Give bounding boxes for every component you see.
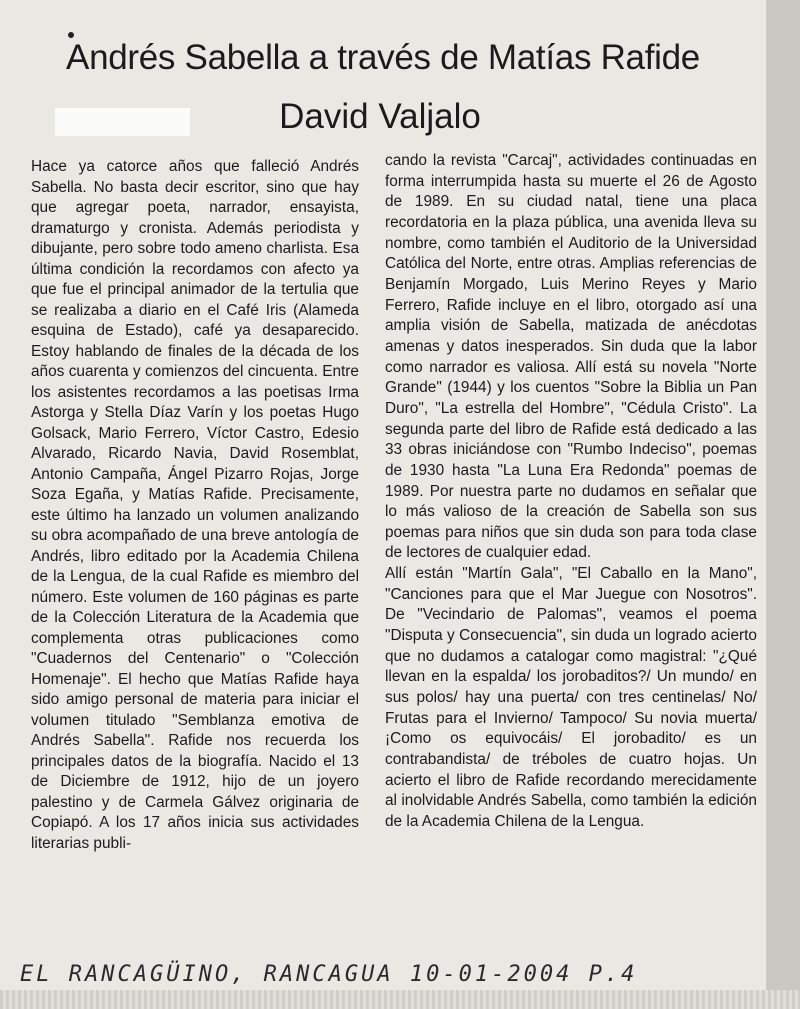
article-title: Andrés Sabella a través de Matías Rafide: [66, 38, 700, 77]
paragraph: cando la revista "Carcaj", actividades continuadas en forma interrumpida hasta su muerte el 26 de Agosto de 1989. En su ciudad natal, tiene una placa recordatoria en la plaza pública, una avenida lleva su nombre, como también el Auditorio de la Universidad Católica del Norte, entre otras. Amplias referencias de Benjamín Morgado, Luis Merino Reyes y Mario Ferrero, Rafide incluye en el libro, otorgado así una amplia visión de Sabella, matizada de anécdotas amenas y datos inesperados. Sin duda que la labor como narrador es valiosa. Allí está su novela "Norte Grande" (1944) y los cuentos "Sobre la Biblia un Pan Duro", "La estrella del Hombre", "Cédula Cristo". La segunda parte del libro de Rafide está dedicado a las 33 obras iniciándose con "Rumbo Indeciso", poemas de 1930 hasta "La Luna Era Redonda" poemas de 1989. Por nuestra parte no dudamos en señalar que lo más valioso de la creación de Sabella son sus poemas para niños que sin duda son para toda clase de lectores de cualquier edad.: [385, 152, 757, 562]
handwritten-source-note: EL RANCAGÜINO, RANCAGUA 10-01-2004 P.4: [20, 962, 638, 987]
paper-patch: [55, 108, 190, 136]
paragraph: Hace ya catorce años que falleció Andrés Sabella. No basta decir escritor, sino que hay que agregar poeta, narrador, ensayista, dramaturgo y cronista. Además periodista y dibujante, pero sobre todo ameno charlista. Esa última condición la recordamos con afecto ya que fue el principal animador de la tertulia que se realizaba a diario en el Café Iris (Alameda esquina de Estado), café ya desaparecido. Estoy hablando de finales de la década de los años cuarenta y comienzos del cincuenta. Entre los asistentes recordamos a las poetisas Irma Astorga y Stella Díaz Varín y los poetas Hugo Golsack, Mario Ferrero, Víctor Castro, Edesio Alvarado, Ricardo Navia, David Rosemblat, Antonio Campaña, Ángel Pizarro Rojas, Jorge Soza Egaña, y Matías Rafide. Precisamente, este último ha lanzado un volumen analizando su obra acompañado de una breve antología de Andrés, libro editado por la Academia Chilena de la Lengua, de la cual Rafide es miembro del número. Este volumen de 160 páginas es parte de la Colección Literatura de la Academia que complementa otras publicaciones como "Cuadernos del Centenario" o "Colección Homenaje". El hecho que Matías Rafide haya sido amigo personal de materia para iniciar el volumen titulado "Semblanza emotiva de Andrés Sabella". Rafide nos recuerda los principales datos de la biografía. Nacido el 13 de Diciembre de 1912, hijo de un joyero palestino y de Carmela Gálvez originaria de Copiapó. A los 17 años inicia sus actividades literarias publi-: [31, 158, 359, 852]
article-column-left: [31, 157, 359, 854]
article-author: David Valjalo: [279, 97, 481, 136]
scan-bottom-edge: [0, 990, 800, 1009]
paragraph: Allí están "Martín Gala", "El Caballo en la Mano", "Canciones para que el Mar Juegue con Nosotros". De "Vecindario de Palomas", veamos el poema "Disputa y Consecuencia", sin duda un logrado acierto que no dudamos a catalogar como magistral: "¿Qué llevan en la espalda/ los jorobaditos?/ Un mundo/ en sus polos/ hay una puerta/ con tres centinelas/ No/ Frutas para el Invierno/ Tampoco/ Su novia muerta/ ¡Como os equivocáis/ El jorobadito/ es un contrabandista/ de tréboles de cuatro hojas. Un acierto el libro de Rafide recordando merecidamente al inolvidable Andrés Sabella, como también la edición de la Academia Chilena de la Lengua.: [385, 565, 757, 830]
article-column-right: [385, 151, 757, 833]
scan-margin: [766, 0, 800, 1009]
